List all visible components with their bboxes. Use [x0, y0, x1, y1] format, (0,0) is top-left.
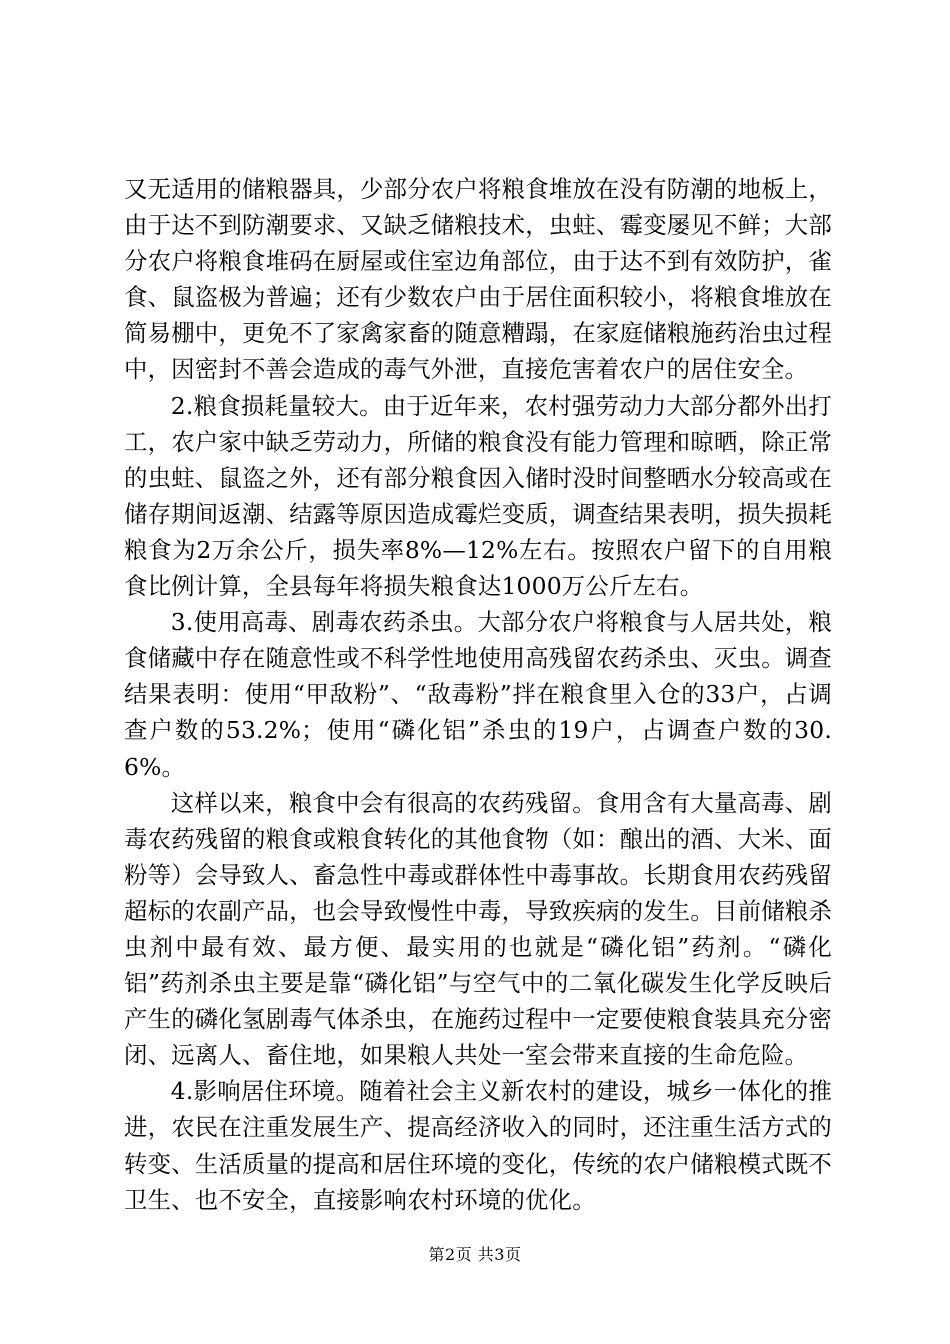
paragraph-grain-loss: 2.粮食损耗量较大。由于近年来，农村强劳动力大部分都外出打工，农户家中缺乏劳动力，所储的粮食没有能力管理和晾晒，除正常的虫蛀、鼠盗之外，还有部分粮食因入储时没时间整晒水分较高或在储存期间返潮、结露等原因造成霉烂变质，调查结果表明，损失损耗粮食为2万余公斤，损失率8%—12%左右。按照农户留下的自用粮食比例计算，全县每年将损失粮食达1000万公斤左右。	[124, 391, 832, 601]
document-body	[124, 171, 832, 1218]
page-number-indicator: 第2页 共3页	[428, 1245, 522, 1264]
page-footer	[0, 1245, 950, 1265]
paragraph-continuation: 又无适用的储粮器具，少部分农户将粮食堆放在没有防潮的地板上，由于达不到防潮要求、又缺乏储粮技术，虫蛀、霉变屡见不鲜；大部分农户将粮食堆码在厨屋或住室边角部位，由于达不到有效防护，雀食、鼠盗极为普遍；还有少数农户由于居住面积较小，将粮食堆放在简易棚中，更免不了家禽家畜的随意糟蹋，在家庭储粮施药治虫过程中，因密封不善会造成的毒气外泄，直接危害着农户的居住安全。	[124, 175, 832, 384]
paragraph-living-environment: 4.影响居住环境。随着社会主义新农村的建设，城乡一体化的推进，农民在注重发展生产、提高经济收入的同时，还注重生活方式的转变、生活质量的提高和居住环境的变化，传统的农户储粮模式既不卫生、也不安全，直接影响农村环境的优化。	[124, 1077, 832, 1214]
paragraph-pesticide-residue: 这样以来，粮食中会有很高的农药残留。食用含有大量高毒、剧毒农药残留的粮食或粮食转化的其他食物（如：酿出的酒、大米、面粉等）会导致人、畜急性中毒或群体性中毒事故。长期食用农药残留超标的农副产品，也会导致慢性中毒，导致疾病的发生。目前储粮杀虫剂中最有效、最方便、最实用的也就是“磷化铝”药剂。“磷化铝”药剂杀虫主要是靠“磷化铝”与空气中的二氧化碳发生化学反映后产生的磷化氢剧毒气体杀虫，在施药过程中一定要使粮食装具充分密闭、远离人、畜住地，如果粮人共处一室会带来直接的生命危险。	[124, 788, 832, 1070]
paragraph-pesticide-use: 3.使用高毒、剧毒农药杀虫。大部分农户将粮食与人居共处，粮食储藏中存在随意性或不科学性地使用高残留农药杀虫、灭虫。调查结果表明：使用“甲敌粉”、“敌毒粉”拌在粮食里入仓的33户，占调查户数的53.2%；使用“磷化铝”杀虫的19户，占调查户数的30.6%。	[124, 608, 832, 781]
